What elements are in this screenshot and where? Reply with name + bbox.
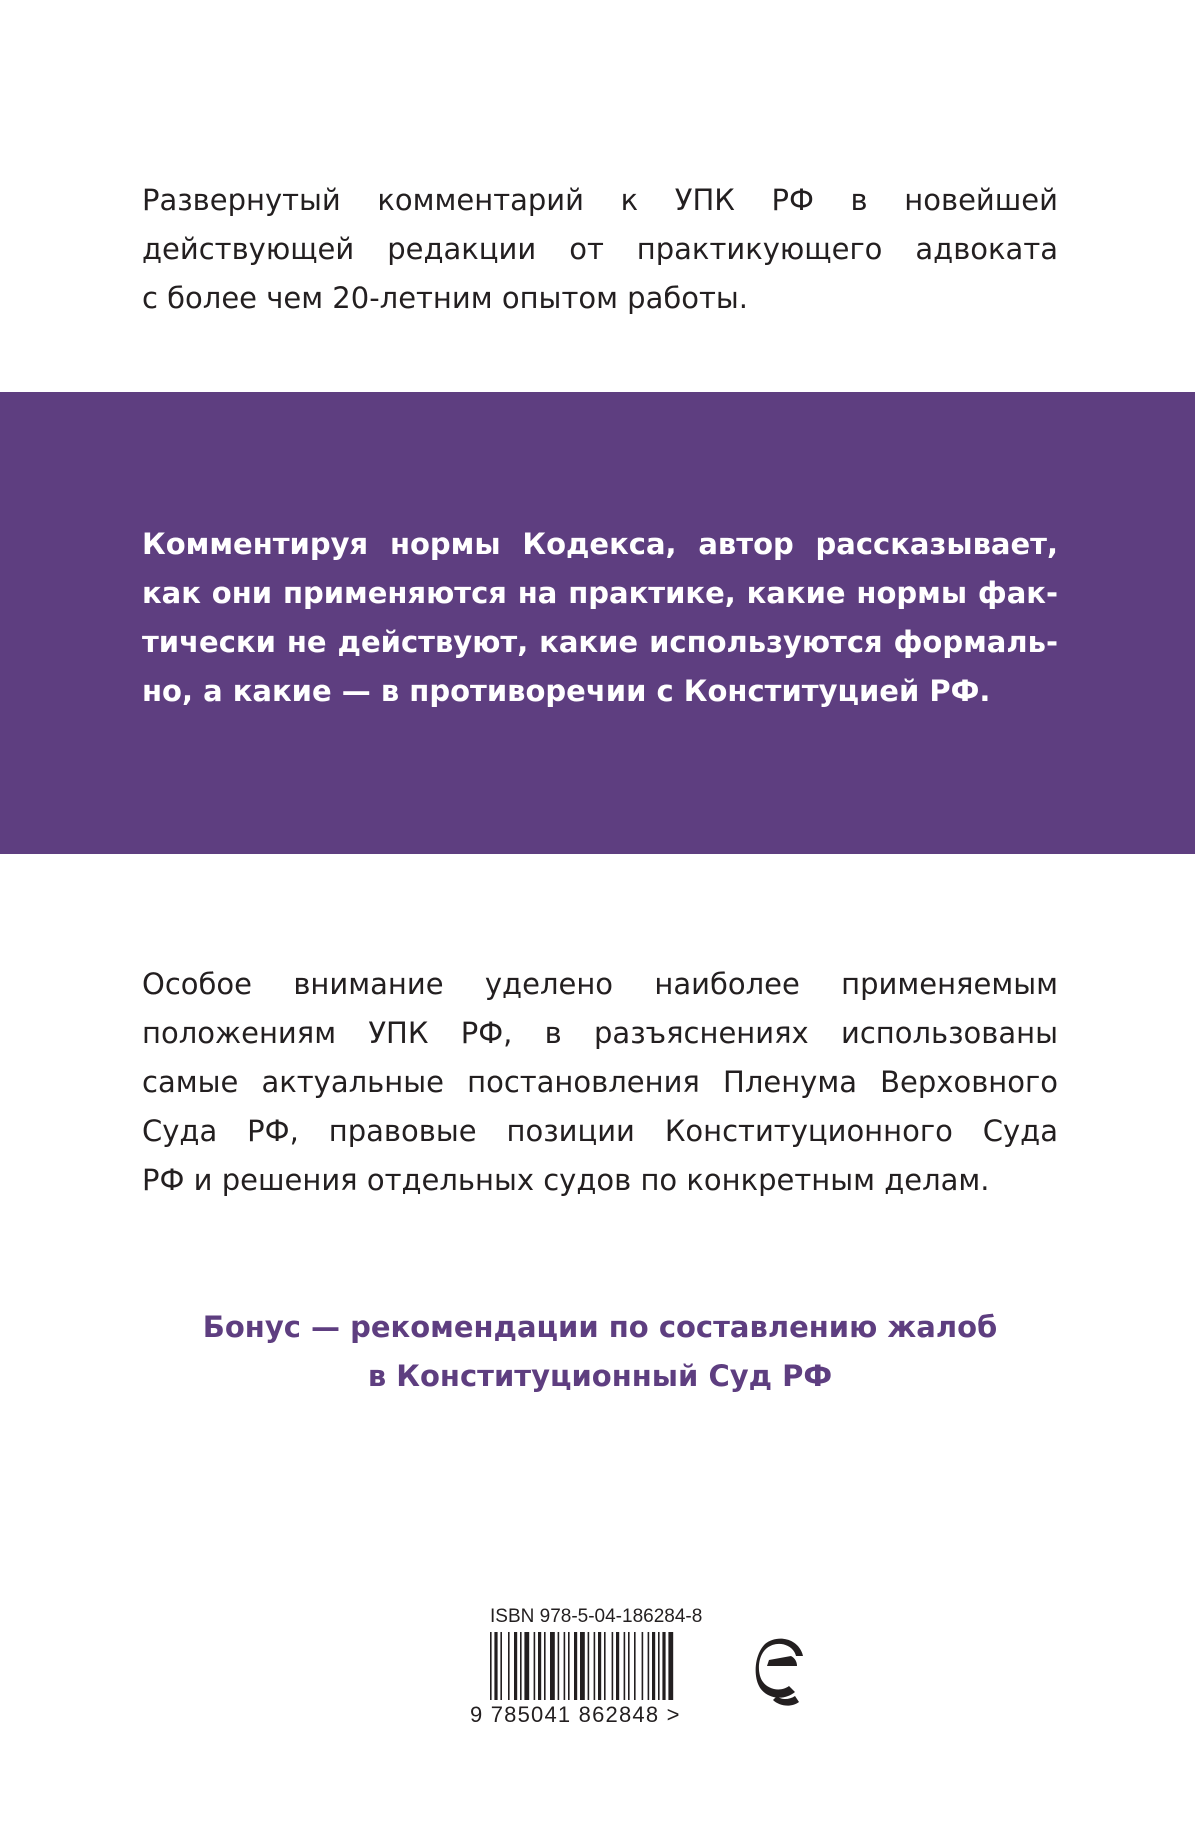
bonus-line: Бонус — рекомендации по составлению жалоб (202, 1310, 998, 1344)
intro-paragraph (142, 176, 1058, 323)
intro-line: действующей редакции от практикующего адвоката (142, 232, 1058, 266)
details-paragraph (142, 960, 1058, 1205)
band-line: но, а какие — в противоречии с Конституцией РФ. (142, 674, 991, 708)
details-line: Суда РФ, правовые позиции Конституционного Суда (142, 1114, 1058, 1148)
details-line: Особое внимание уделено наиболее применяемым (142, 967, 1058, 1001)
band-line: тически не действуют, какие используются формаль- (142, 625, 1058, 659)
barcode-digits: 9 785041 862848 > (470, 1702, 681, 1727)
barcode-icon (490, 1632, 710, 1700)
band-line: Комментируя нормы Кодекса, автор рассказывает, (142, 527, 1058, 561)
isbn-label: ISBN 978-5-04-186284-8 (490, 1606, 703, 1627)
band-paragraph (142, 520, 1058, 716)
intro-line: с более чем 20-летним опытом работы. (142, 281, 748, 315)
details-line: положениям УПК РФ, в разъяснениях использованы (142, 1016, 1058, 1050)
bonus-line: в Конституционный Суд РФ (367, 1359, 833, 1393)
publisher-logo-icon (755, 1636, 805, 1714)
intro-line: Развернутый комментарий к УПК РФ в новейшей (142, 183, 1058, 217)
details-line: РФ и решения отдельных судов по конкретным делам. (142, 1163, 990, 1197)
bonus-callout (142, 1303, 1058, 1401)
band-line: как они применяются на практике, какие нормы фак- (142, 576, 1058, 610)
details-line: самые актуальные постановления Пленума Верховного (142, 1065, 1058, 1099)
